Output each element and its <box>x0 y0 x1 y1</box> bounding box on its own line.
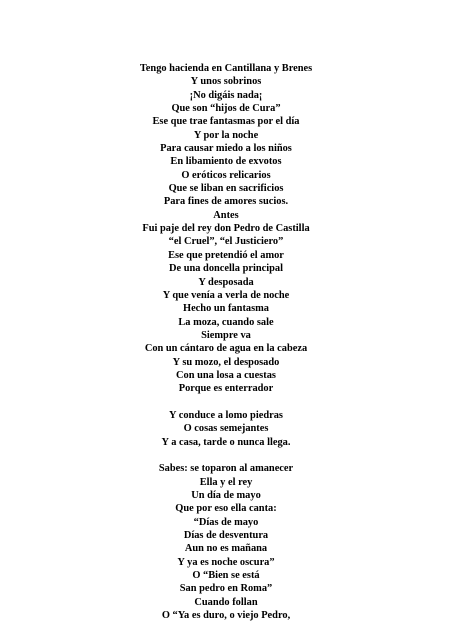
poem-line: Que se liban en sacrificios <box>168 183 284 195</box>
poem-line: Antes <box>213 209 239 221</box>
stanza <box>60 62 392 396</box>
poem-line: Para fines de amores sucios. <box>163 196 289 208</box>
poem-line: “Días de mayo <box>193 516 259 528</box>
stanza <box>60 462 392 622</box>
stanza-break <box>60 396 392 409</box>
poem-line: Días de desventura <box>183 530 269 542</box>
poem-line: Fui paje del rey don Pedro de Castilla <box>142 223 310 235</box>
poem-line: “el Cruel”, “el Justiciero” <box>168 236 284 248</box>
poem-text <box>60 62 392 622</box>
poem-line: Y ya es noche oscura” <box>177 556 275 568</box>
poem-line: Y su mozo, el desposado <box>172 356 280 368</box>
poem-line: Que por eso ella canta: <box>175 503 277 515</box>
stanza-break <box>60 449 392 462</box>
poem-line: Y a casa, tarde o nunca llega. <box>161 436 291 448</box>
poem-line: O cosas semejantes <box>183 423 269 435</box>
poem-line: Ese que trae fantasmas por el día <box>152 116 300 128</box>
stanza <box>60 409 392 449</box>
poem-line: Sabes: se toparon al amanecer <box>158 463 294 475</box>
poem-line: La moza, cuando sale <box>178 316 274 328</box>
poem-line: Un día de mayo <box>191 490 261 501</box>
poem-line: Que son “hijos de Cura” <box>171 103 281 115</box>
poem-line: De una doncella principal <box>168 263 284 275</box>
poem-line: En libamiento de exvotos <box>170 156 282 168</box>
poem-line: Con una losa a cuestas <box>176 369 276 381</box>
poem-line: Cuando follan <box>194 596 258 608</box>
poem-line: Y conduce a lomo piedras <box>169 409 283 421</box>
poem-line: O “Ya es duro, o viejo Pedro, <box>161 610 291 622</box>
poem-line: Hecho un fantasma <box>182 303 270 315</box>
poem-line: Y unos sobrinos <box>190 76 262 88</box>
poem-line: Ella y el rey <box>199 476 253 488</box>
poem-line: Ese que pretendió el amor <box>168 249 284 261</box>
poem-line: O “Bien se está <box>192 570 260 582</box>
poem-line: ¡No digáis nada¡ <box>189 89 263 101</box>
poem-line: Tengo hacienda en Cantillana y Brenes <box>139 63 313 74</box>
poem-line: Aun no es mañana <box>184 543 268 555</box>
poem-line: Con un cántaro de agua en la cabeza <box>144 343 308 355</box>
poem-line: Siempre va <box>201 329 251 341</box>
poem-line: Y desposada <box>198 276 254 288</box>
poem-line: Porque es enterrador <box>178 383 274 395</box>
poem-line: O eróticos relicarios <box>181 169 271 181</box>
poem-line: Y por la noche <box>193 129 259 141</box>
poem-line: San pedro en Roma” <box>179 583 273 595</box>
poem-line: Para causar miedo a los niños <box>160 143 292 155</box>
poem-line: Y que venía a verla de noche <box>162 289 290 301</box>
